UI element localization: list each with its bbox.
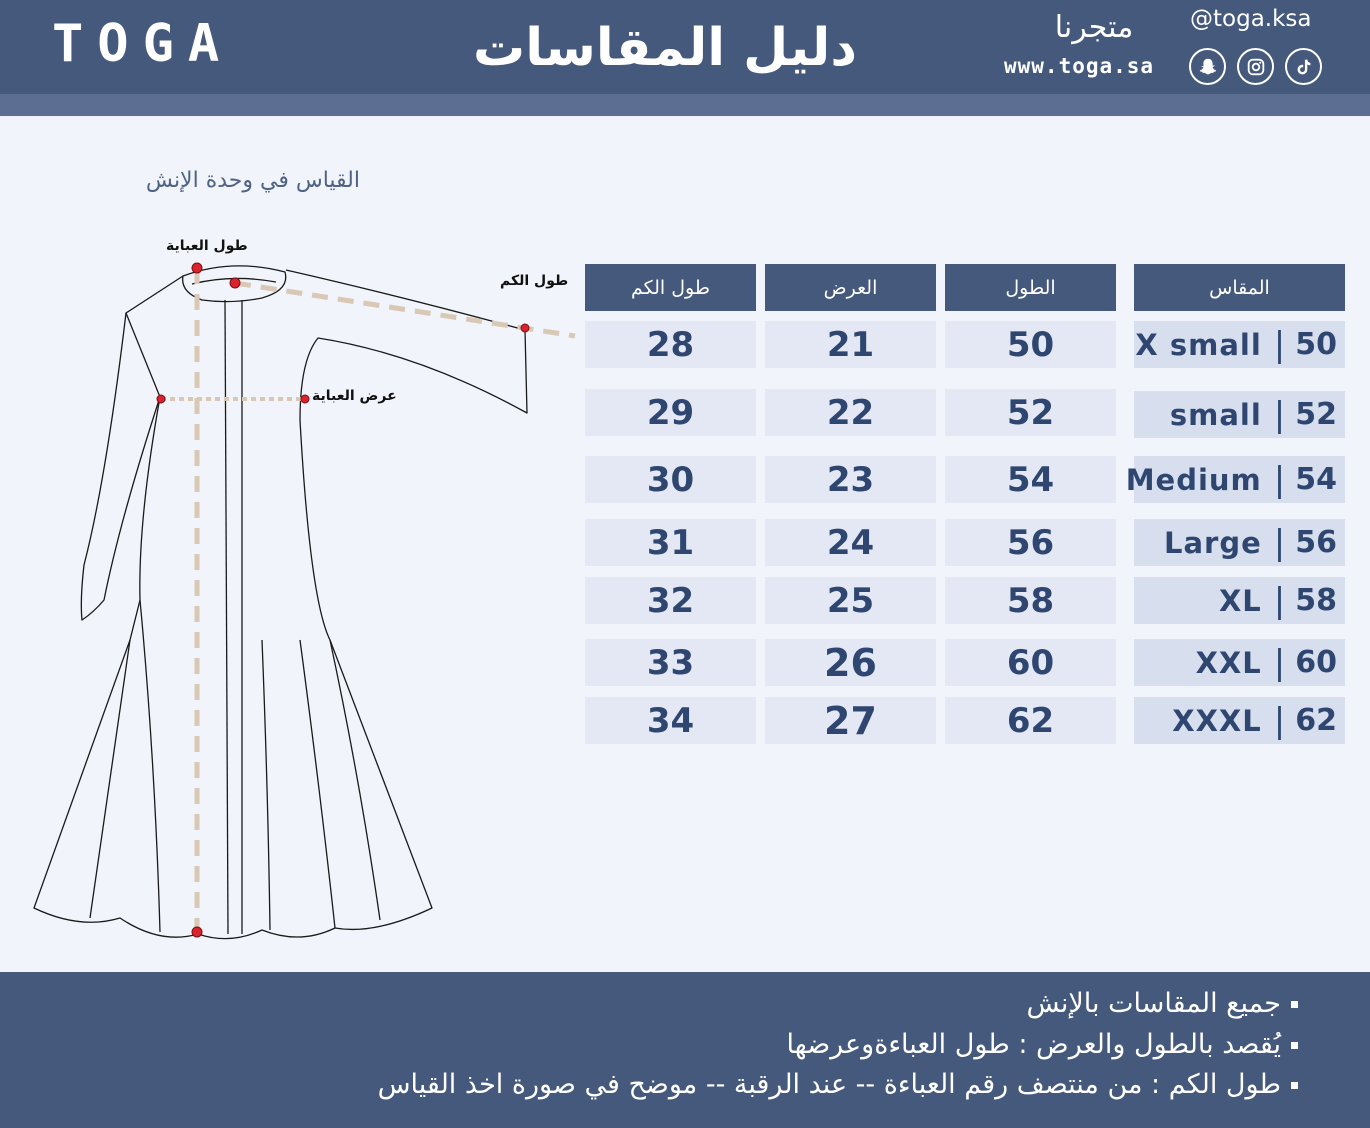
left-sleeve-outline — [81, 313, 160, 620]
cell-width: 23 — [765, 456, 936, 503]
size-divider: | — [1273, 394, 1286, 435]
header-length: الطول — [945, 264, 1116, 311]
size-row — [1134, 639, 1345, 686]
cell-width: 21 — [765, 321, 936, 368]
abaya-diagram — [0, 230, 600, 960]
footer-note-text: يُقصد بالطول والعرض : طول العباءةوعرضها — [786, 1029, 1281, 1060]
size-name: Large — [1164, 525, 1262, 560]
label-abaya-width: عرض العباية — [312, 388, 397, 404]
marker-width-left — [157, 395, 165, 403]
size-divider: | — [1273, 700, 1286, 741]
footer-note — [787, 1029, 1298, 1060]
header-sleeve: طول الكم — [585, 264, 756, 311]
cell-length: 50 — [945, 321, 1116, 368]
header-width: العرض — [765, 264, 936, 311]
footer-note-text: طول الكم : من منتصف رقم العباءة -- عند الرقبة -- موضح في صورة اخذ القياس — [377, 1069, 1281, 1100]
size-name: XXL — [1195, 645, 1262, 680]
size-number: 62 — [1295, 703, 1337, 738]
brand-logo: TOGA — [52, 14, 234, 74]
instagram-icon[interactable] — [1237, 48, 1274, 85]
cell-sleeve: 30 — [585, 456, 756, 503]
size-divider: | — [1273, 522, 1286, 563]
size-name: XL — [1218, 583, 1262, 618]
size-number: 50 — [1295, 327, 1337, 362]
size-row — [1134, 577, 1345, 624]
cell-length: 56 — [945, 519, 1116, 566]
snapchat-icon[interactable] — [1189, 48, 1226, 85]
cell-length: 60 — [945, 639, 1116, 686]
cell-sleeve: 32 — [585, 577, 756, 624]
website-link[interactable]: www.toga.sa — [1004, 54, 1155, 78]
size-row — [1134, 519, 1345, 566]
page-title: دليل المقاسات — [472, 18, 858, 78]
cell-width: 24 — [765, 519, 936, 566]
cell-sleeve: 33 — [585, 639, 756, 686]
footer-note-text: جميع المقاسات بالإنش — [1026, 988, 1281, 1019]
size-row — [1134, 321, 1345, 368]
marker-length-top — [192, 263, 202, 273]
size-row — [1125, 456, 1345, 503]
marker-neck — [230, 278, 240, 288]
size-divider: | — [1273, 580, 1286, 621]
label-abaya-length: طول العباية — [166, 238, 248, 254]
size-number: 56 — [1295, 525, 1337, 560]
social-handle[interactable]: @toga.ksa — [1190, 6, 1312, 32]
size-number: 54 — [1295, 462, 1337, 497]
cell-width: 22 — [765, 389, 936, 436]
footer-note — [378, 1069, 1298, 1100]
size-divider: | — [1273, 459, 1286, 500]
marker-width-right — [301, 395, 309, 403]
size-name: small — [1169, 397, 1262, 432]
size-row — [1134, 391, 1345, 438]
size-name: Medium — [1125, 462, 1262, 497]
header-strip — [0, 94, 1370, 116]
cell-sleeve: 28 — [585, 321, 756, 368]
cell-length: 52 — [945, 389, 1116, 436]
tiktok-icon[interactable] — [1285, 48, 1322, 85]
bullet-icon — [1291, 1001, 1298, 1008]
size-number: 60 — [1295, 645, 1337, 680]
size-number: 52 — [1295, 397, 1337, 432]
size-row — [1134, 697, 1345, 744]
size-name: XXXL — [1172, 703, 1262, 738]
header-size: المقاس — [1134, 264, 1345, 311]
size-name: X small — [1135, 327, 1262, 362]
cell-sleeve: 34 — [585, 697, 756, 744]
size-divider: | — [1273, 324, 1286, 365]
bullet-icon — [1291, 1082, 1298, 1089]
abaya-left-outline — [34, 270, 527, 939]
cell-width: 26 — [765, 639, 936, 686]
cell-length: 58 — [945, 577, 1116, 624]
size-divider: | — [1273, 642, 1286, 683]
size-number: 58 — [1295, 583, 1337, 618]
cell-width: 27 — [765, 697, 936, 744]
cell-sleeve: 31 — [585, 519, 756, 566]
cell-length: 62 — [945, 697, 1116, 744]
cell-length: 54 — [945, 456, 1116, 503]
unit-note: القياس في وحدة الإنش — [145, 168, 360, 193]
marker-sleeve-end — [521, 324, 529, 332]
cell-width: 25 — [765, 577, 936, 624]
footer-note — [1026, 988, 1298, 1019]
marker-length-bottom — [192, 927, 202, 937]
cell-sleeve: 29 — [585, 389, 756, 436]
store-label: متجرنا — [1054, 10, 1134, 45]
bullet-icon — [1291, 1042, 1298, 1049]
label-sleeve-length: طول الكم — [500, 273, 569, 289]
